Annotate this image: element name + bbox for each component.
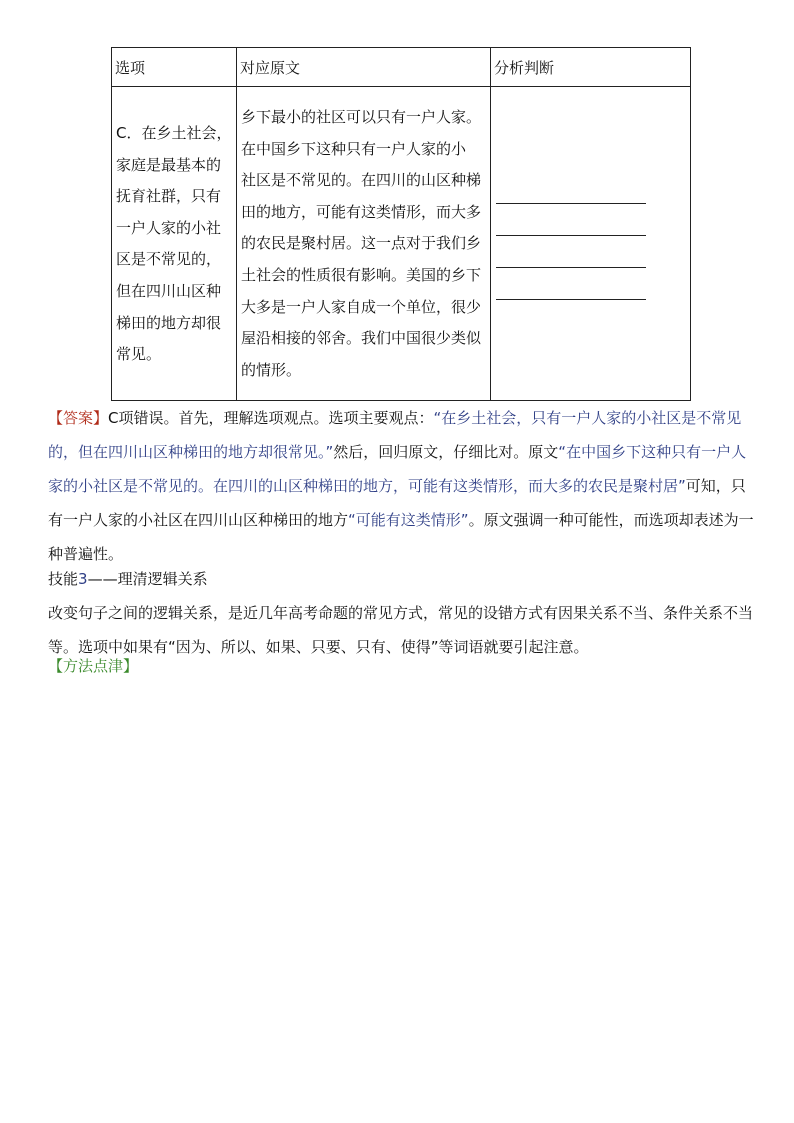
header-option: 选项: [112, 48, 237, 87]
option-text-line: 梯田的地方却很: [116, 313, 222, 332]
option-text-line: 但在四川山区种: [116, 281, 222, 300]
original-text-line: 的农民是聚村居。这一点对于我们乡: [241, 234, 482, 253]
original-text-line: 屋沿相接的邻舍。我们中国很少类似: [241, 329, 482, 348]
option-text-line: 区是不常见的，: [116, 250, 222, 269]
answer-blank-line[interactable]: [496, 203, 646, 204]
table-header-row: [112, 48, 691, 87]
option-text: [113, 88, 235, 371]
option-text-line: 抚育社群，只有: [116, 187, 222, 206]
method-heading: 【方法点津】: [48, 657, 139, 675]
skill-prefix: 技能: [48, 570, 79, 588]
option-quote: “在乡土社会，只有一户人家的小社区是不常见的，但在四川山区种梯田的地方却很常见。”: [48, 409, 742, 461]
option-text-line: 家庭是最基本的: [116, 155, 222, 174]
original-text-line: 土社会的性质很有影响。美国的乡下: [241, 265, 482, 284]
original-text-line: 社区是不常见的。在四川的山区种梯: [241, 171, 482, 190]
answer-text: C项错误。首先，理解选项观点。选项主要观点：: [108, 409, 434, 427]
option-cell: [112, 87, 237, 401]
answer-text: 。原文强调一种可能性，而选项却表述为一种普遍性。: [48, 511, 754, 563]
key-phrase-quote: “可能有这类情形”: [348, 511, 469, 529]
original-text: [238, 88, 489, 386]
original-text-line: 田的地方，可能有这类情形，而大多: [241, 202, 482, 221]
answer-paragraph: [48, 401, 754, 571]
original-quote: “在中国乡下这种只有一户人家的小社区是不常见的。在四川的山区种梯田的地方，可能有这类情形，而大多的农民是聚村居”: [48, 443, 747, 495]
option-analysis-table: [111, 47, 691, 401]
original-text-line: 大多是一户人家自成一个单位，很少: [241, 297, 482, 316]
answer-blank-lines: [492, 203, 689, 300]
answer-text: 然后，回归原文，仔细比对。原文: [333, 443, 559, 461]
header-original-text: 对应原文: [237, 48, 491, 87]
analysis-cell: [491, 87, 691, 401]
skill-title: ——理清逻辑关系: [87, 570, 208, 588]
original-text-line: 在中国乡下这种只有一户人家的小: [241, 139, 467, 158]
option-text-line: C．在乡土社会，: [116, 124, 232, 142]
answer-blank-line[interactable]: [496, 235, 646, 236]
answer-label: 【答案】: [48, 409, 109, 427]
header-analysis: 分析判断: [491, 48, 691, 87]
original-text-cell: [237, 87, 491, 401]
skill-number: 3: [78, 570, 88, 588]
answer-text: 可知，只有一户人家的小社区在四川山区种梯田的地方: [48, 477, 746, 529]
answer-blank-line[interactable]: [496, 299, 646, 300]
original-text-line: 乡下最小的社区可以只有一户人家。: [241, 108, 482, 126]
option-text-line: 一户人家的小社: [116, 218, 222, 237]
option-text-line: 常见。: [116, 345, 162, 364]
original-text-line: 的情形。: [241, 360, 302, 379]
table-row: [112, 87, 691, 401]
skill-body: 改变句子之间的逻辑关系，是近几年高考命题的常见方式，常见的设错方式有因果关系不当、条件关系不当等。选项中如果有“因为、所以、如果、只要、只有、使得”等词语就要引起注意。: [48, 604, 754, 656]
skill-heading: [48, 562, 754, 596]
skill-section: [48, 562, 754, 664]
answer-blank-line[interactable]: [496, 267, 646, 268]
